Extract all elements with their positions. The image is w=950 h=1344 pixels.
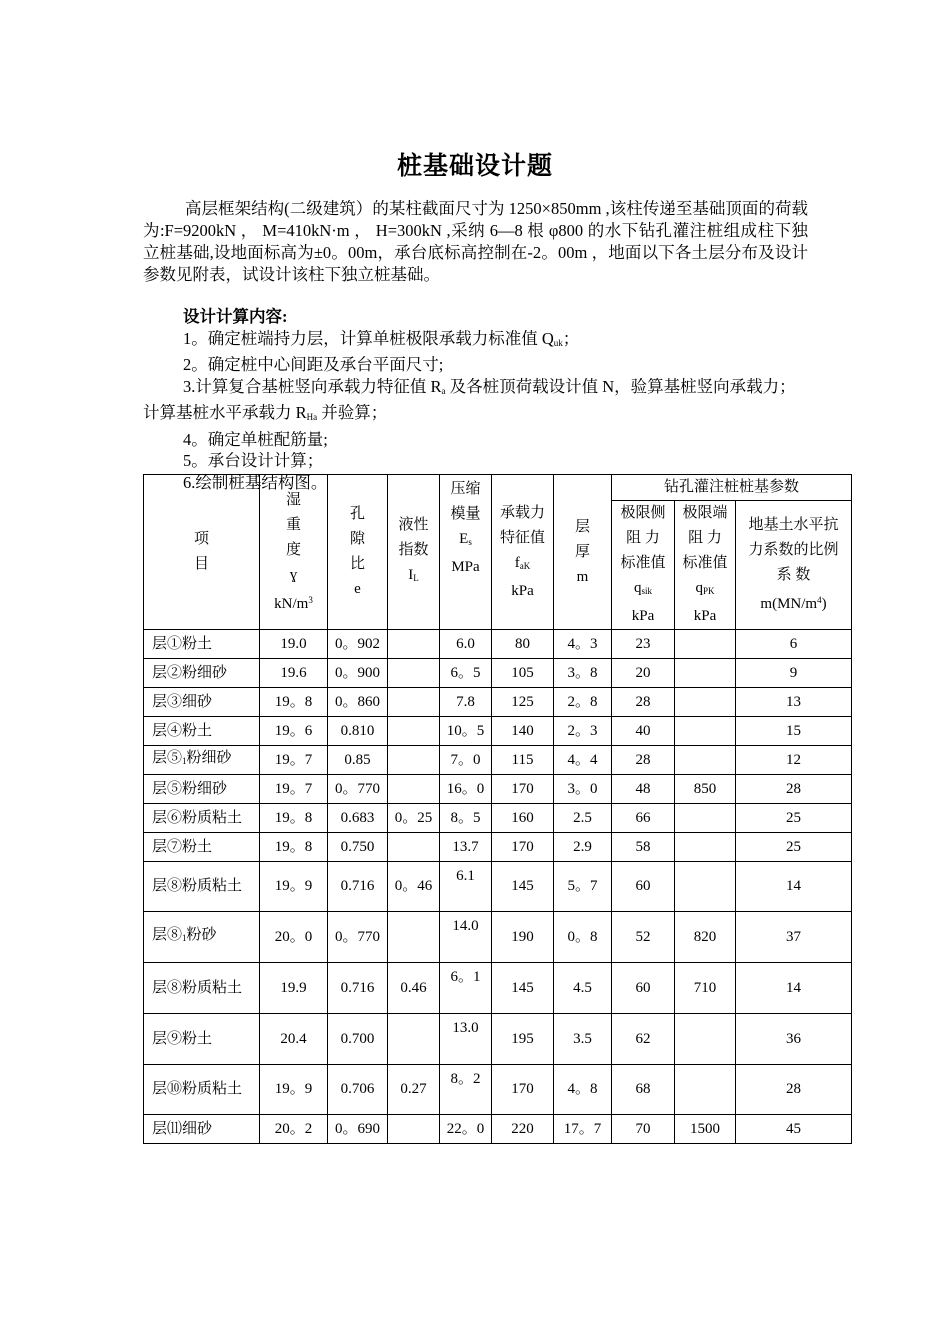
cell-h: 2.9 xyxy=(554,833,612,862)
cell-e: 0.750 xyxy=(328,833,388,862)
cell-qpk: 820 xyxy=(675,912,736,963)
cell-es: 7。0 xyxy=(440,746,492,775)
table-row xyxy=(144,804,852,833)
layer-name: 层⑧粉质粘土 xyxy=(144,862,260,912)
cell-m: 12 xyxy=(736,746,852,775)
cell-fak: 140 xyxy=(492,717,554,746)
cell-qpk: 710 xyxy=(675,963,736,1014)
cell-il xyxy=(388,775,440,804)
cell-e: 0。900 xyxy=(328,659,388,688)
cell-m: 28 xyxy=(736,1065,852,1115)
cell-qpk xyxy=(675,630,736,659)
layer-name: 层⑾细砂 xyxy=(144,1115,260,1144)
header-qpk: 极限端 阻 力 标准值 $q_{PK}$ kPa xyxy=(675,501,736,630)
cell-il xyxy=(388,746,440,775)
cell-fak: 145 xyxy=(492,963,554,1014)
cell-m: 37 xyxy=(736,912,852,963)
cell-fak: 220 xyxy=(492,1115,554,1144)
layer-name: 层③细砂 xyxy=(144,688,260,717)
layer-name: 层$⑧_1$粉砂 xyxy=(144,912,260,963)
cell-g: 19。7 xyxy=(260,775,328,804)
table-row xyxy=(144,659,852,688)
cell-es: 13.7 xyxy=(440,833,492,862)
cell-fak: 115 xyxy=(492,746,554,775)
cell-es: 8。5 xyxy=(440,804,492,833)
table-row xyxy=(144,630,852,659)
cell-g: 19。7 xyxy=(260,746,328,775)
cell-g: 19.9 xyxy=(260,963,328,1014)
cell-g: 20.4 xyxy=(260,1014,328,1065)
design-item-1: 1。确定桩端持力层，计算单桩极限承载力标准值 $Q_{uk}$； xyxy=(183,328,580,348)
table-row xyxy=(144,717,852,746)
cell-e: 0。770 xyxy=(328,912,388,963)
cell-g: 19。9 xyxy=(260,862,328,912)
layer-name: 层⑤粉细砂 xyxy=(144,775,260,804)
problem-statement: 高层框架结构(二级建筑）的某柱截面尺寸为 1250×850mm ,该柱传递至基础顶面的荷载为:F=9200kN ， M=410kN·m ， H=300kN ,采纳 6—8 根 φ800 的水下钻孔灌注桩组成柱下独立桩基础,设地面标高为±0。00m，承台底标高控制在-2。00m ，地面以下各土层分布及设计参数见附表，试设计该柱下独立桩基础。 xyxy=(143,199,808,284)
cell-qpk xyxy=(675,862,736,912)
cell-h: 3。0 xyxy=(554,775,612,804)
cell-e: 0。690 xyxy=(328,1115,388,1144)
cell-h: 2。8 xyxy=(554,688,612,717)
cell-qsik: 60 xyxy=(612,963,675,1014)
layer-name: 层⑧粉质粘土 xyxy=(144,963,260,1014)
cell-il: 0。25 xyxy=(388,804,440,833)
layer-name: 层④粉土 xyxy=(144,717,260,746)
cell-qpk xyxy=(675,746,736,775)
header-thickness: 层 厚 m xyxy=(554,475,612,630)
cell-qsik: 40 xyxy=(612,717,675,746)
cell-il: 0。46 xyxy=(388,862,440,912)
header-void-ratio: 孔 隙 比 e xyxy=(328,475,388,630)
cell-m: 25 xyxy=(736,833,852,862)
cell-qsik: 66 xyxy=(612,804,675,833)
cell-es: 8。2 xyxy=(440,1065,492,1115)
cell-qpk: 850 xyxy=(675,775,736,804)
cell-e: 0。902 xyxy=(328,630,388,659)
cell-g: 19。8 xyxy=(260,804,328,833)
cell-qpk xyxy=(675,659,736,688)
cell-g: 19.6 xyxy=(260,659,328,688)
cell-m: 45 xyxy=(736,1115,852,1144)
cell-m: 14 xyxy=(736,963,852,1014)
cell-g: 19。9 xyxy=(260,1065,328,1115)
cell-g: 19。8 xyxy=(260,833,328,862)
table-row xyxy=(144,1014,852,1065)
cell-e: 0.700 xyxy=(328,1014,388,1065)
cell-qpk xyxy=(675,1065,736,1115)
header-density: 湿 重 度 ɣ $kN/m^3$ xyxy=(260,475,328,630)
cell-g: 19.0 xyxy=(260,630,328,659)
cell-es: 7.8 xyxy=(440,688,492,717)
cell-qpk xyxy=(675,833,736,862)
cell-e: 0。860 xyxy=(328,688,388,717)
table-row xyxy=(144,1115,852,1144)
cell-qpk xyxy=(675,1014,736,1065)
design-item-4: 4。确定单桩配筋量; xyxy=(183,429,328,449)
layer-name: 层$⑤_1$粉细砂 xyxy=(144,746,260,775)
cell-e: 0.810 xyxy=(328,717,388,746)
cell-h: 17。7 xyxy=(554,1115,612,1144)
cell-h: 0。8 xyxy=(554,912,612,963)
cell-g: 20。2 xyxy=(260,1115,328,1144)
table-row xyxy=(144,775,852,804)
cell-fak: 160 xyxy=(492,804,554,833)
design-heading: 设计计算内容: xyxy=(183,307,288,326)
cell-fak: 170 xyxy=(492,775,554,804)
cell-es: 16。0 xyxy=(440,775,492,804)
table-row xyxy=(144,912,852,963)
cell-qsik: 48 xyxy=(612,775,675,804)
cell-qsik: 20 xyxy=(612,659,675,688)
cell-es: 13.0 xyxy=(440,1014,492,1065)
cell-m: 9 xyxy=(736,659,852,688)
cell-m: 28 xyxy=(736,775,852,804)
table-row xyxy=(144,746,852,775)
cell-qsik: 68 xyxy=(612,1065,675,1115)
cell-m: 13 xyxy=(736,688,852,717)
cell-qsik: 70 xyxy=(612,1115,675,1144)
cell-e: 0.716 xyxy=(328,862,388,912)
cell-qsik: 60 xyxy=(612,862,675,912)
layer-name: 层⑨粉土 xyxy=(144,1014,260,1065)
cell-fak: 170 xyxy=(492,833,554,862)
cell-h: 3.5 xyxy=(554,1014,612,1065)
cell-qsik: 23 xyxy=(612,630,675,659)
header-item: 项 目 xyxy=(144,475,260,630)
header-pile-group: 钻孔灌注桩桩基参数 xyxy=(612,475,852,501)
soil-parameter-table xyxy=(143,474,852,1144)
cell-es: 6.0 xyxy=(440,630,492,659)
cell-qsik: 28 xyxy=(612,688,675,717)
cell-il: 0.46 xyxy=(388,963,440,1014)
cell-fak: 80 xyxy=(492,630,554,659)
cell-fak: 190 xyxy=(492,912,554,963)
cell-fak: 195 xyxy=(492,1014,554,1065)
cell-fak: 170 xyxy=(492,1065,554,1115)
table-row xyxy=(144,833,852,862)
header-bearing-capacity: 承载力 特征值 $f_{aK}$ kPa xyxy=(492,475,554,630)
cell-e: 0.706 xyxy=(328,1065,388,1115)
cell-h: 5。7 xyxy=(554,862,612,912)
design-item-5: 5。承台设计计算； xyxy=(183,451,324,470)
cell-h: 4。3 xyxy=(554,630,612,659)
layer-name: 层⑥粉质粘土 xyxy=(144,804,260,833)
cell-qpk xyxy=(675,688,736,717)
design-item-6: 6.绘制桩基结构图。 xyxy=(183,472,328,492)
cell-il xyxy=(388,688,440,717)
table-row xyxy=(144,963,852,1014)
layer-name: 层①粉土 xyxy=(144,630,260,659)
cell-qpk: 1500 xyxy=(675,1115,736,1144)
cell-il xyxy=(388,717,440,746)
cell-il xyxy=(388,833,440,862)
cell-es: 22。0 xyxy=(440,1115,492,1144)
cell-fak: 125 xyxy=(492,688,554,717)
cell-h: 2.5 xyxy=(554,804,612,833)
cell-e: 0.683 xyxy=(328,804,388,833)
cell-il xyxy=(388,659,440,688)
cell-qpk xyxy=(675,717,736,746)
cell-h: 4。8 xyxy=(554,1065,612,1115)
cell-qsik: 58 xyxy=(612,833,675,862)
cell-m: 25 xyxy=(736,804,852,833)
layer-name: 层②粉细砂 xyxy=(144,659,260,688)
cell-fak: 105 xyxy=(492,659,554,688)
cell-es: 6。5 xyxy=(440,659,492,688)
cell-m: 15 xyxy=(736,717,852,746)
cell-g: 19。8 xyxy=(260,688,328,717)
cell-es: 6.1 xyxy=(440,862,492,912)
cell-e: 0。770 xyxy=(328,775,388,804)
header-qsik: 极限侧 阻 力 标准值 $q_{sik}$ kPa xyxy=(612,501,675,630)
cell-fak: 145 xyxy=(492,862,554,912)
cell-qpk xyxy=(675,804,736,833)
layer-name: 层⑦粉土 xyxy=(144,833,260,862)
cell-qsik: 62 xyxy=(612,1014,675,1065)
cell-es: 6。1 xyxy=(440,963,492,1014)
cell-il xyxy=(388,1014,440,1065)
header-liquidity-index: 液性 指数 $I_L$ xyxy=(388,475,440,630)
design-items xyxy=(143,306,808,493)
cell-il xyxy=(388,912,440,963)
cell-es: 10。5 xyxy=(440,717,492,746)
cell-qsik: 28 xyxy=(612,746,675,775)
header-m-coefficient: 地基土水平抗 力系数的比例 系 数 $m(MN/m^4)$ xyxy=(736,501,852,630)
cell-m: 14 xyxy=(736,862,852,912)
design-item-3: 3.计算复合基桩竖向承载力特征值 $R_a$ 及各桩顶荷载设计值 N，验算基桩竖向承载力；计算基桩水平承载力 $R_{Ha}$ 并验算； xyxy=(143,376,796,422)
layer-name: 层⑩粉质粘土 xyxy=(144,1065,260,1115)
cell-m: 6 xyxy=(736,630,852,659)
cell-e: 0.716 xyxy=(328,963,388,1014)
cell-h: 4.5 xyxy=(554,963,612,1014)
table-row xyxy=(144,688,852,717)
cell-il xyxy=(388,630,440,659)
cell-h: 4。4 xyxy=(554,746,612,775)
cell-h: 3。8 xyxy=(554,659,612,688)
cell-il: 0.27 xyxy=(388,1065,440,1115)
cell-g: 20。0 xyxy=(260,912,328,963)
cell-es: 14.0 xyxy=(440,912,492,963)
table-row xyxy=(144,862,852,912)
design-item-2: 2。确定桩中心间距及承台平面尺寸; xyxy=(183,355,444,374)
cell-h: 2。3 xyxy=(554,717,612,746)
cell-g: 19。6 xyxy=(260,717,328,746)
table-row xyxy=(144,1065,852,1115)
page-title: 桩基础设计题 xyxy=(396,153,553,180)
cell-il xyxy=(388,1115,440,1144)
header-compression-modulus: 压缩 模量 $E_s$ MPa xyxy=(440,475,492,630)
cell-m: 36 xyxy=(736,1014,852,1065)
cell-qsik: 52 xyxy=(612,912,675,963)
cell-e: 0.85 xyxy=(328,746,388,775)
